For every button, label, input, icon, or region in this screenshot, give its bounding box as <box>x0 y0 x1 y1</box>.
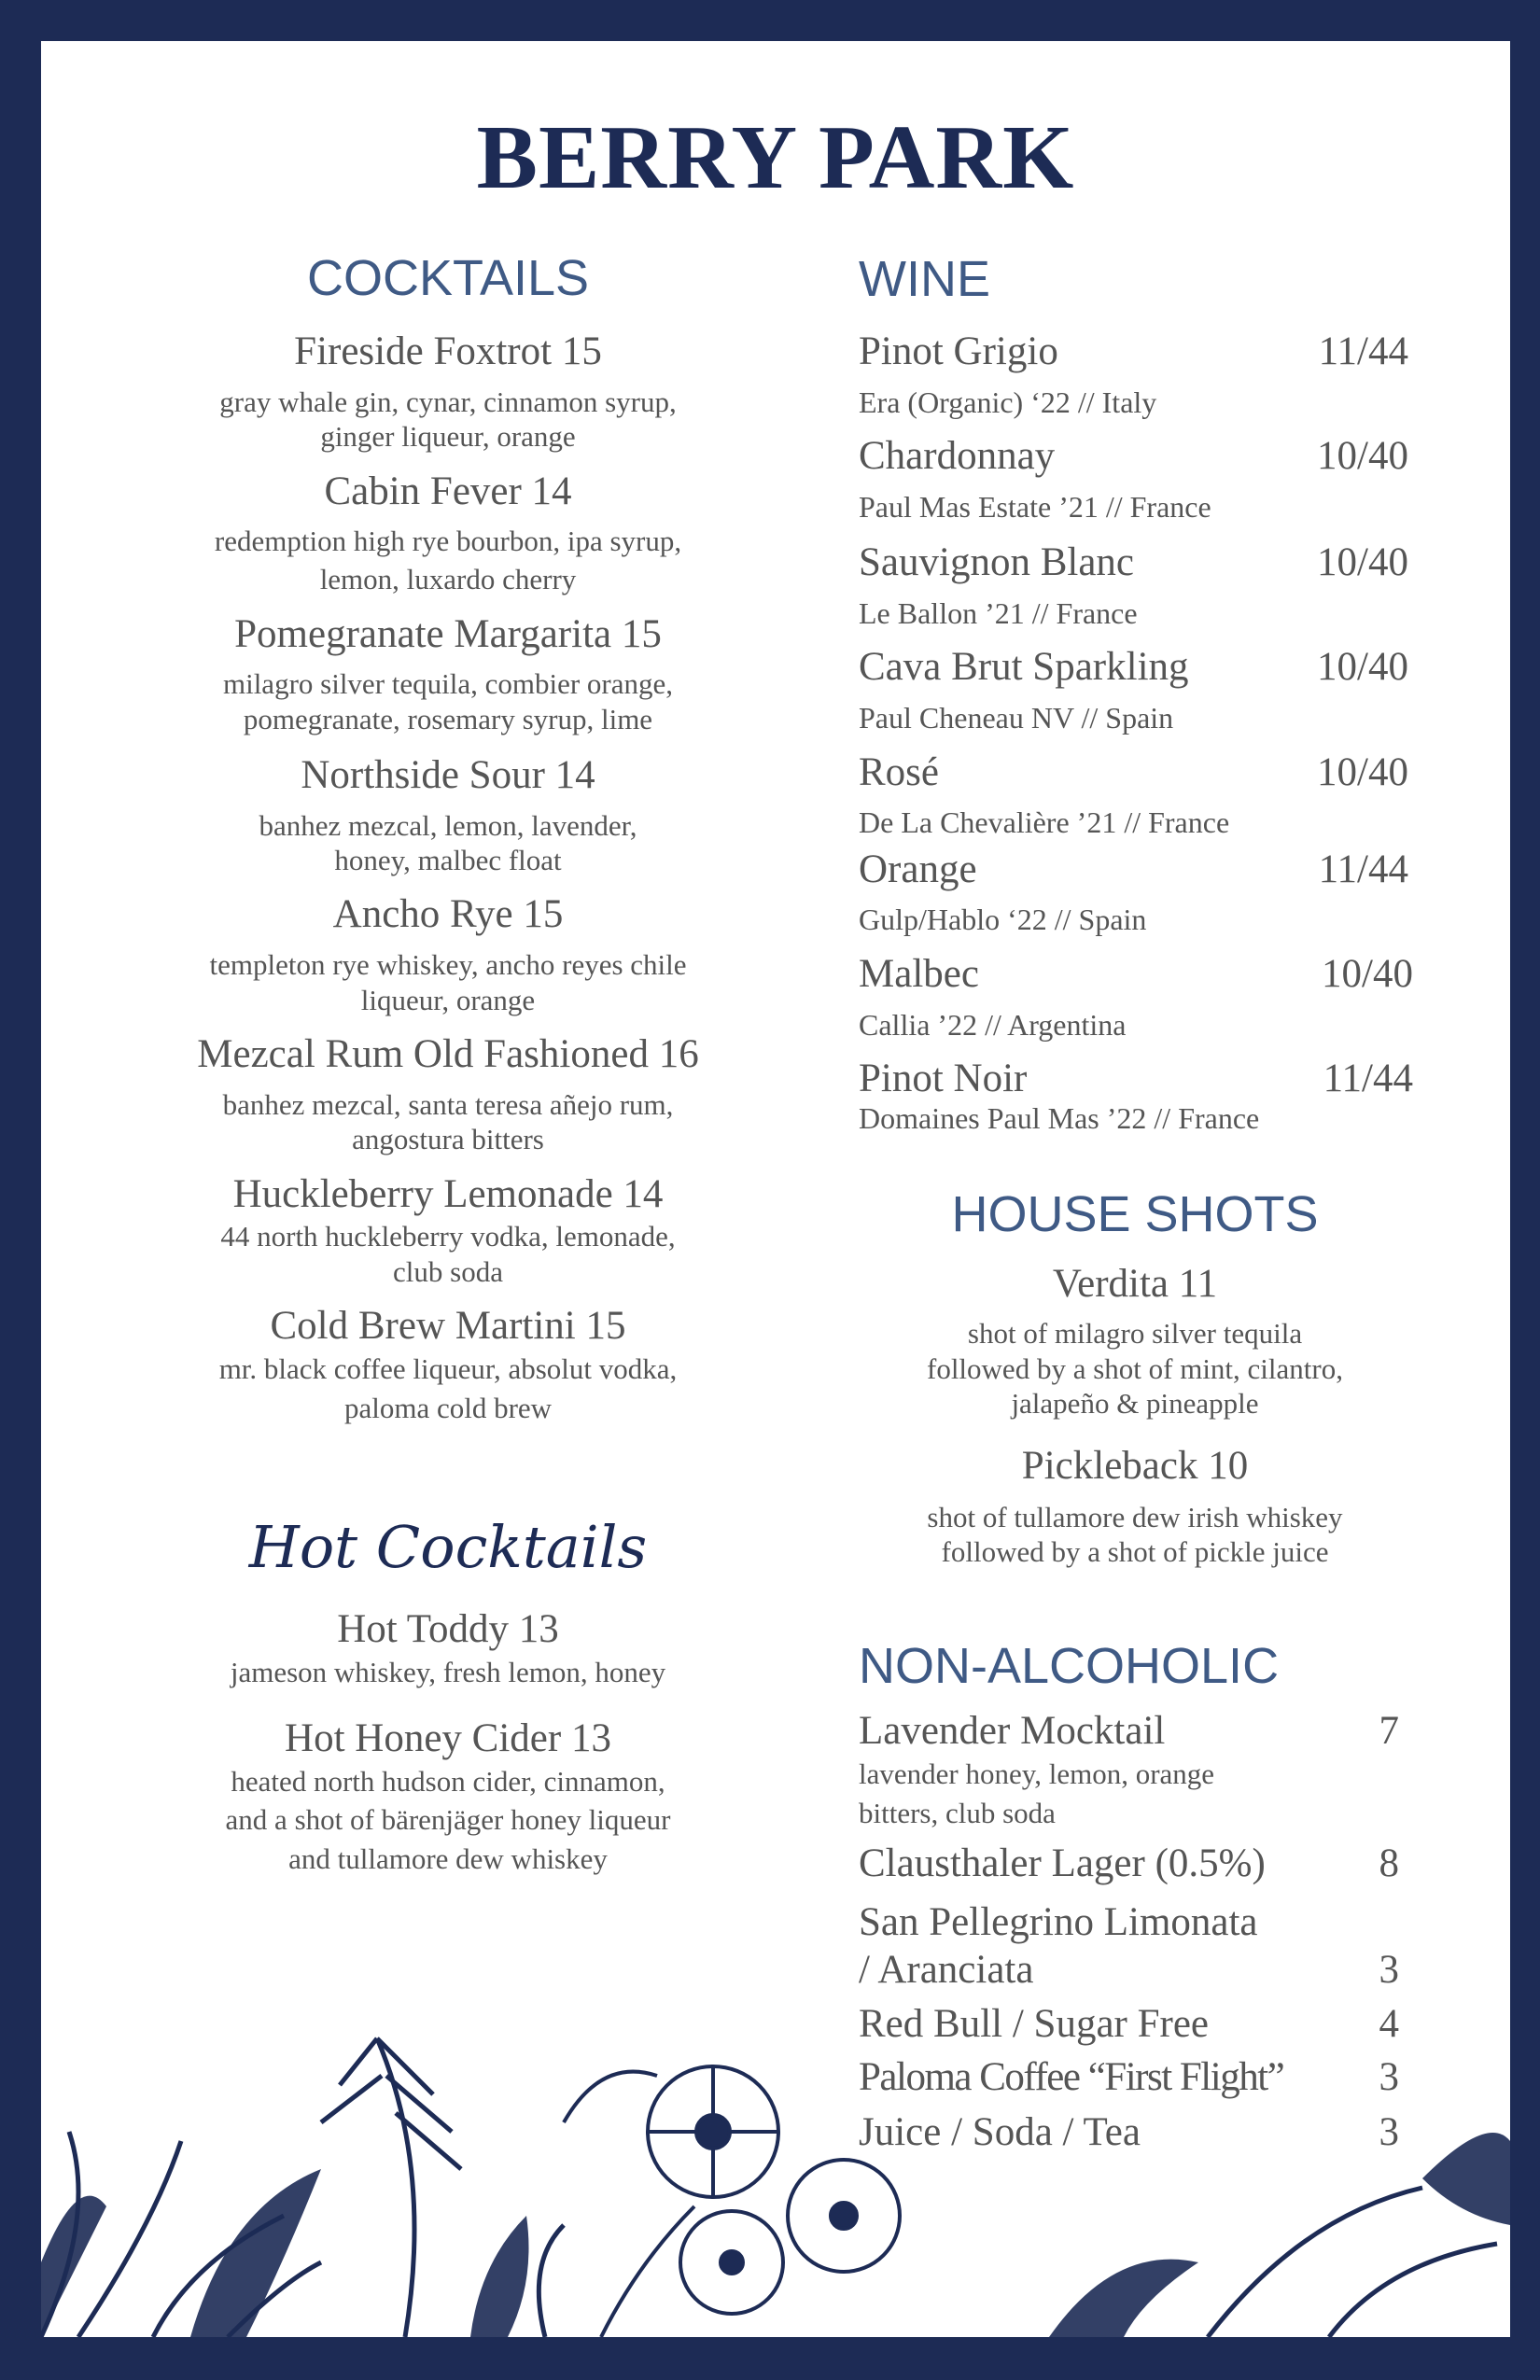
drink-name-cont: / Aranciata <box>859 1948 1034 1992</box>
shot-desc: shot of milagro silver tequila <box>967 1317 1303 1350</box>
hot-cocktail-desc: heated north hudson cider, cinnamon, <box>231 1765 665 1798</box>
wine-name: Cava Brut Sparkling <box>859 645 1189 689</box>
cocktail-desc: angostura bitters <box>352 1123 544 1155</box>
menu-page <box>41 41 1510 2337</box>
drink-name: Juice / Soda / Tea <box>859 2110 1141 2154</box>
cocktail-name: Cabin Fever 14 <box>324 469 572 513</box>
non-alcoholic-heading: NON-ALCOHOLIC <box>859 1638 1280 1694</box>
restaurant-title: BERRY PARK <box>476 107 1075 208</box>
cocktail-desc: gray whale gin, cynar, cinnamon syrup, <box>219 385 677 418</box>
cocktail-desc: milagro silver tequila, combier orange, <box>222 667 674 700</box>
shot-desc: followed by a shot of pickle juice <box>941 1535 1329 1568</box>
drink-name: Clausthaler Lager (0.5%) <box>859 1841 1266 1885</box>
floral-illustration <box>41 1982 1510 2337</box>
drink-price: 4 <box>1379 2002 1399 2046</box>
hot-cocktails-heading: Hot Cocktails <box>248 1513 648 1581</box>
hot-cocktail-desc: jameson whiskey, fresh lemon, honey <box>230 1656 666 1688</box>
wine-name: Pinot Noir <box>859 1057 1028 1100</box>
cocktail-name: Huckleberry Lemonade 14 <box>232 1172 664 1216</box>
shot-name: Pickleback 10 <box>1021 1444 1249 1488</box>
cocktail-desc: banhez mezcal, lemon, lavender, <box>259 809 637 842</box>
drink-desc: bitters, club soda <box>859 1797 1056 1829</box>
drink-price: 3 <box>1379 2055 1399 2099</box>
cocktail-name: Mezcal Rum Old Fashioned 16 <box>197 1032 699 1076</box>
cocktail-desc: club soda <box>393 1255 503 1288</box>
cocktail-desc: mr. black coffee liqueur, absolut vodka, <box>218 1352 678 1385</box>
cocktail-desc: 44 north huckleberry vodka, lemonade, <box>220 1220 676 1253</box>
drink-name: Red Bull / Sugar Free <box>859 2002 1210 2046</box>
hot-cocktail-name: Hot Toddy 13 <box>337 1607 559 1651</box>
cocktail-desc: pomegranate, rosemary syrup, lime <box>243 703 653 735</box>
wine-detail: Paul Mas Estate ’21 // France <box>859 490 1211 524</box>
cocktail-desc: lemon, luxardo cherry <box>319 563 577 595</box>
cocktail-desc: ginger liqueur, orange <box>320 420 576 453</box>
wine-price: 11/44 <box>1323 1057 1413 1100</box>
drink-name: Lavender Mocktail <box>859 1709 1166 1753</box>
wine-detail: Le Ballon ’21 // France <box>859 596 1138 630</box>
hot-cocktail-desc: and a shot of bärenjäger honey liqueur <box>225 1803 671 1836</box>
cocktail-name: Cold Brew Martini 15 <box>270 1304 626 1348</box>
cocktails-heading: COCKTAILS <box>306 250 590 306</box>
wine-heading: WINE <box>859 251 990 307</box>
wine-name: Sauvignon Blanc <box>859 540 1134 584</box>
wine-price: 10/40 <box>1317 645 1408 689</box>
cocktail-name: Fireside Foxtrot 15 <box>294 329 602 373</box>
drink-price: 3 <box>1379 2110 1399 2154</box>
wine-name: Pinot Grigio <box>859 329 1058 373</box>
hot-cocktail-desc: and tullamore dew whiskey <box>288 1842 608 1875</box>
wine-price: 10/40 <box>1317 540 1408 584</box>
shot-desc: shot of tullamore dew irish whiskey <box>927 1501 1343 1533</box>
wine-detail: De La Chevalière ’21 // France <box>859 805 1230 839</box>
drink-price: 8 <box>1379 1841 1399 1885</box>
cocktail-name: Northside Sour 14 <box>301 753 595 797</box>
house-shots-heading: HOUSE SHOTS <box>951 1186 1319 1242</box>
wine-detail: Domaines Paul Mas ’22 // France <box>859 1101 1260 1135</box>
shot-name: Verdita 11 <box>1052 1262 1218 1306</box>
drink-desc: lavender honey, lemon, orange <box>859 1757 1215 1790</box>
wine-name: Malbec <box>859 952 979 996</box>
cocktail-desc: templeton rye whiskey, ancho reyes chile <box>209 948 687 981</box>
wine-price: 10/40 <box>1322 952 1413 996</box>
wine-price: 11/44 <box>1318 329 1408 373</box>
cocktail-desc: liqueur, orange <box>360 984 536 1016</box>
wine-name: Rosé <box>859 750 939 794</box>
cocktail-name: Ancho Rye 15 <box>332 892 564 936</box>
hot-cocktail-name: Hot Honey Cider 13 <box>285 1716 611 1760</box>
cocktail-desc: redemption high rye bourbon, ipa syrup, <box>214 525 682 557</box>
wine-price: 10/40 <box>1317 434 1408 478</box>
cocktail-desc: paloma cold brew <box>343 1392 553 1424</box>
cocktail-desc: honey, malbec float <box>334 844 562 876</box>
shot-desc: followed by a shot of mint, cilantro, <box>927 1352 1343 1385</box>
drink-price: 3 <box>1379 1948 1399 1992</box>
cocktail-name: Pomegranate Margarita 15 <box>234 612 662 656</box>
drink-name: San Pellegrino Limonata <box>859 1900 1258 1944</box>
wine-detail: Gulp/Hablo ‘22 // Spain <box>859 903 1147 936</box>
wine-name: Chardonnay <box>859 434 1056 478</box>
wine-price: 11/44 <box>1318 847 1408 891</box>
drink-price: 7 <box>1379 1709 1399 1753</box>
wine-name: Orange <box>859 847 977 891</box>
drink-name: Paloma Coffee “First Flight” <box>859 2055 1284 2099</box>
shot-desc: jalapeño & pineapple <box>1011 1387 1259 1420</box>
wine-detail: Era (Organic) ‘22 // Italy <box>859 385 1157 419</box>
cocktail-desc: banhez mezcal, santa teresa añejo rum, <box>222 1088 674 1121</box>
wine-detail: Paul Cheneau NV // Spain <box>859 701 1174 735</box>
wine-detail: Callia ’22 // Argentina <box>859 1008 1127 1042</box>
wine-price: 10/40 <box>1317 750 1408 794</box>
